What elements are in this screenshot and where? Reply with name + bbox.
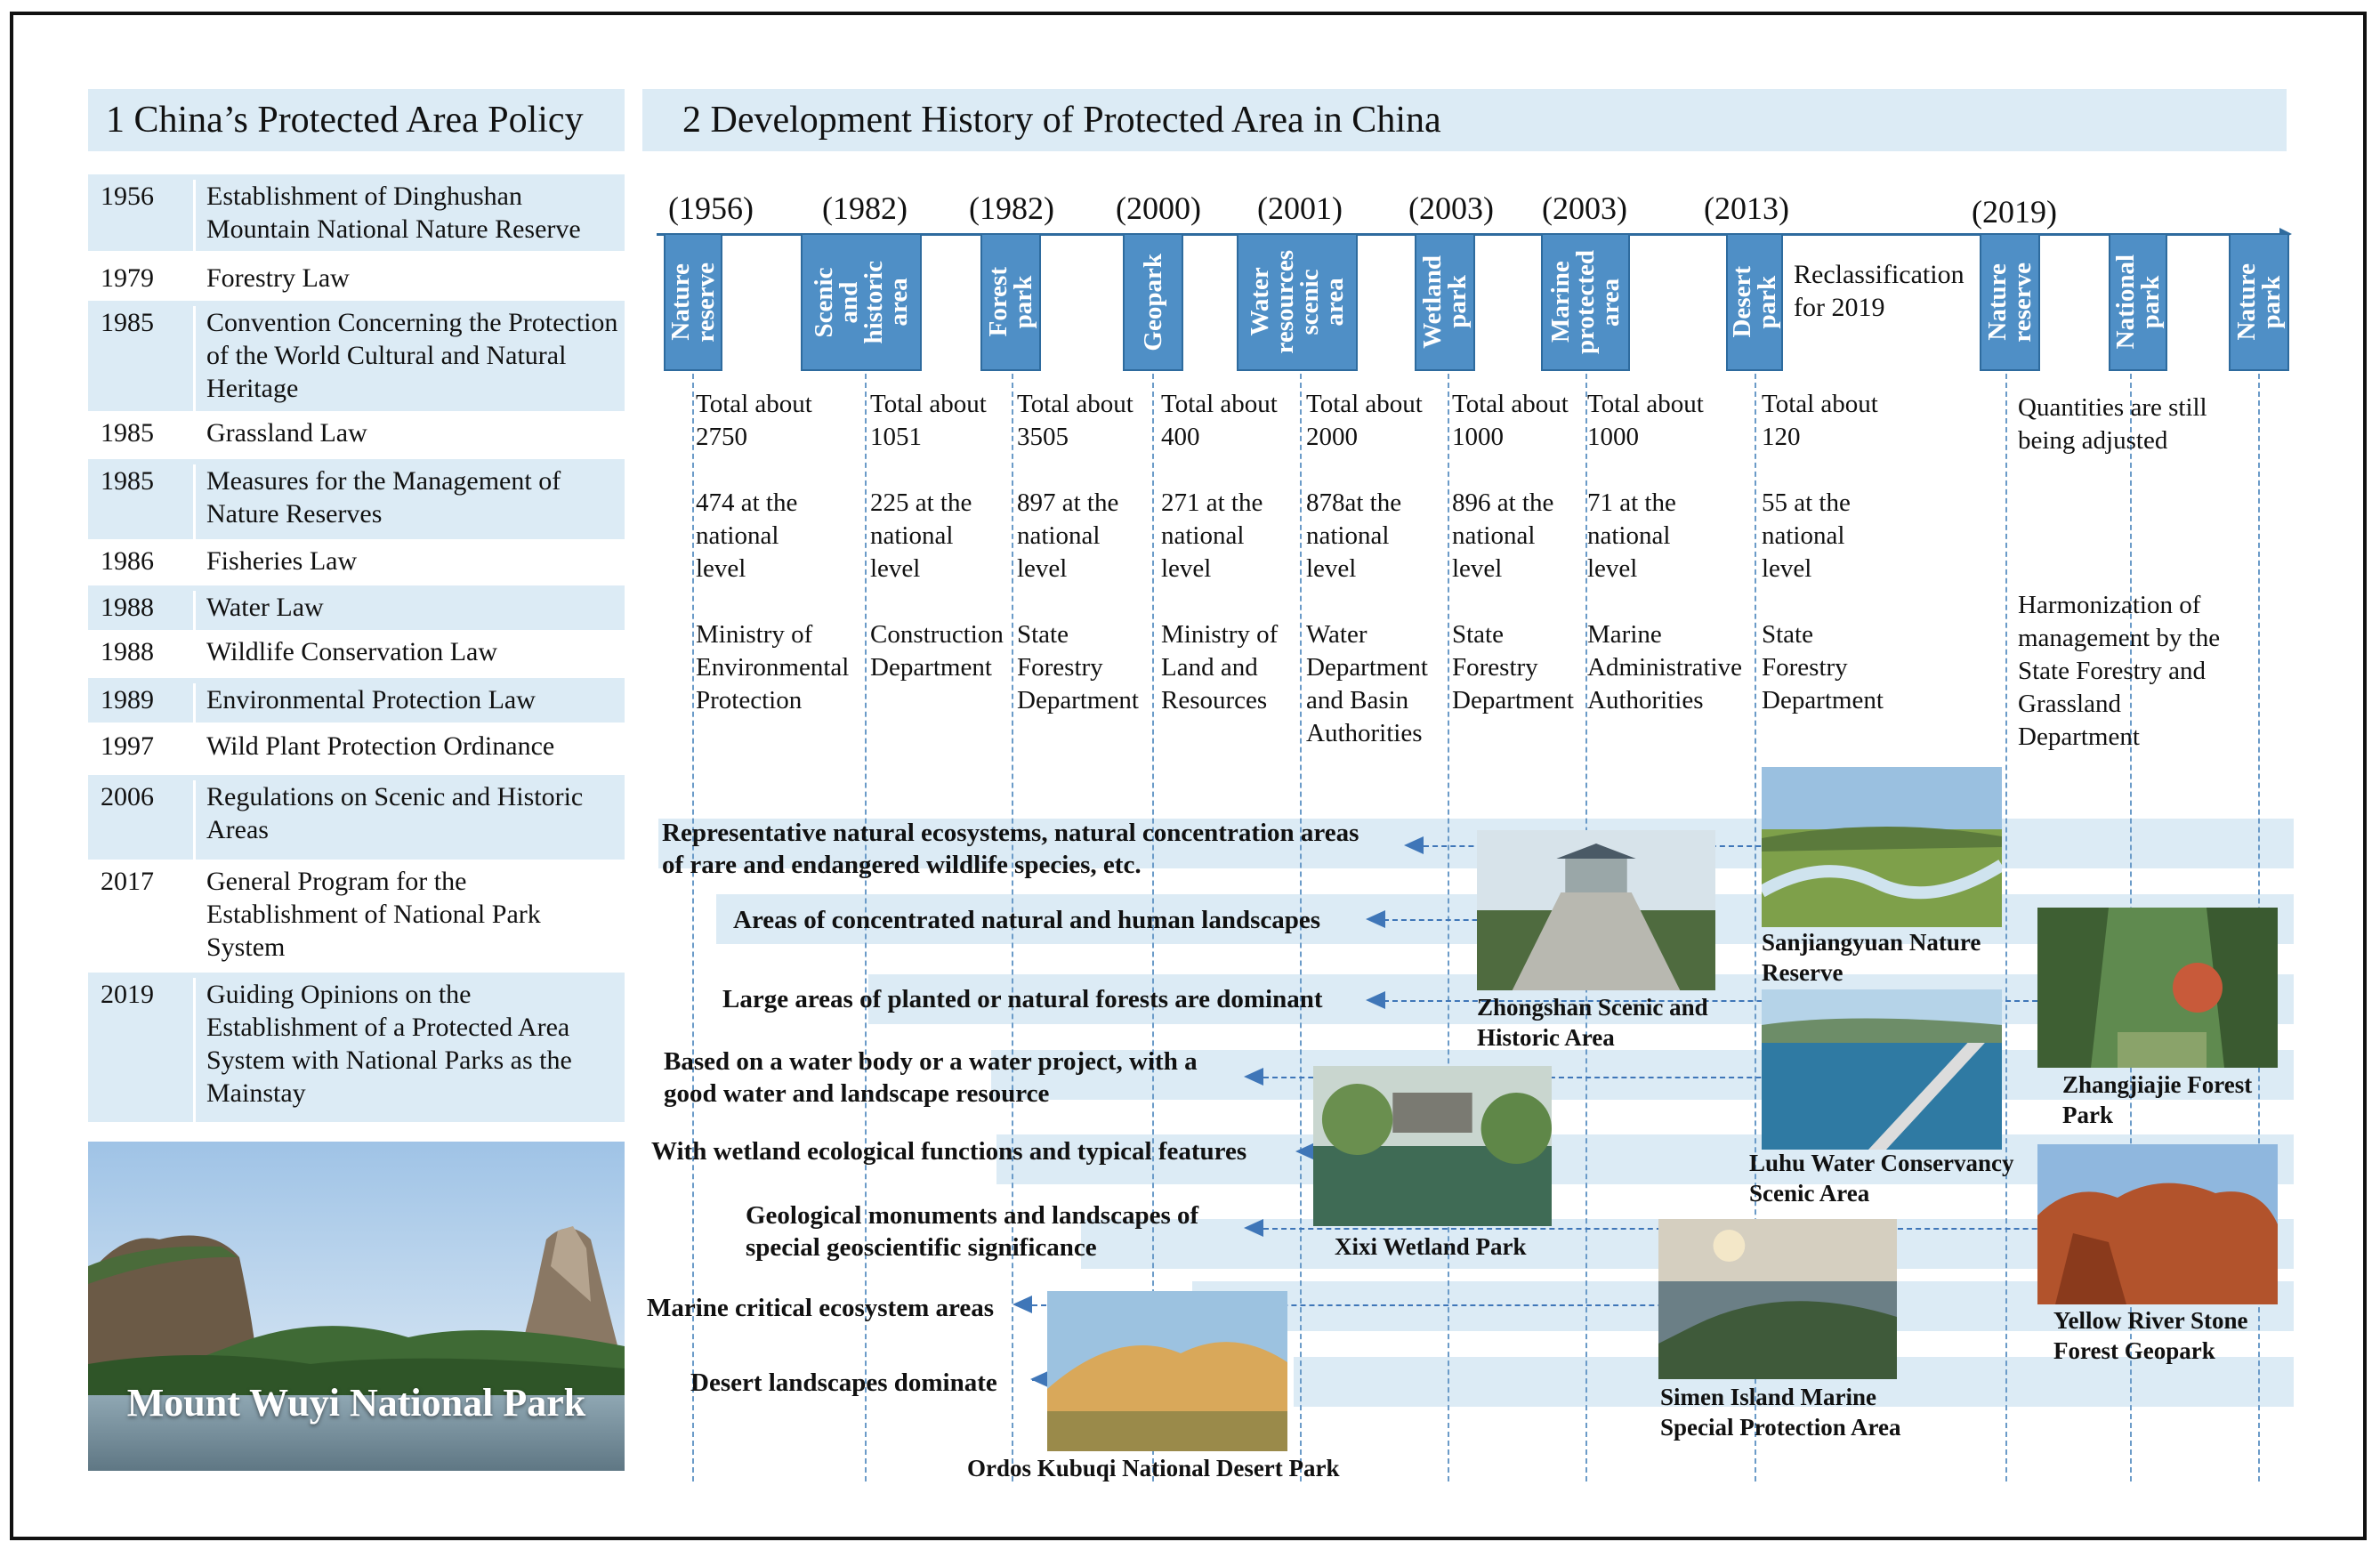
type-authority: Ministry of Land and Resources [1161,620,1279,714]
type-year: (1982) [969,190,1054,226]
type-box-label: Scenic and historic area [810,260,913,344]
type-year: (2003) [1542,190,1627,226]
type-year: (2003) [1408,190,1494,226]
policy-year: 1985 [101,466,154,496]
feature-text: With wetland ecological functions and typical features [651,1137,1247,1166]
type-box [1123,233,1183,371]
policy-row [88,256,625,301]
photo-caption: Zhongshan Scenic and Historic Area [1477,994,1708,1051]
policy-text: General Program for the Establishment of National Park System [193,865,620,973]
feature-text: Large areas of planted or natural forests are dominant [722,985,1323,1013]
type-total: Total about 2000 [1306,390,1423,451]
dashed-guide-line [2005,365,2007,1481]
photo-caption: Zhangjiajie Forest Park [2062,1071,2253,1128]
type-box [980,233,1041,371]
photo-caption: Luhu Water Conservancy Scenic Area [1749,1150,2014,1207]
type-national-count: 878at the national level [1306,488,1402,583]
policy-year: 1988 [101,637,154,666]
type-total: Total about 120 [1762,390,1878,451]
photo-caption: Yellow River Stone Forest Geopark [2053,1307,2248,1364]
xixi-photo [1313,1066,1552,1226]
type-national-count: 71 at the national level [1587,488,1676,583]
mount-wuyi-photo [88,1142,625,1471]
luhu-photo [1762,989,2002,1150]
policy-row [88,973,625,1122]
policy-row [88,459,625,539]
photo-caption: Ordos Kubuqi National Desert Park [967,1455,1340,1481]
type-year: (2001) [1257,190,1343,226]
type-box-label: Nature reserve [666,262,720,343]
type-box-label: Wetland park [1418,255,1472,349]
policy-year: 1986 [101,546,154,576]
photo-caption: Sanjiangyuan Nature Reserve [1762,929,1981,986]
zhangjiajie-photo [2037,908,2278,1068]
new-type-label: National park [2111,254,2165,350]
type-total: Total about 1000 [1587,390,1704,451]
feature-text: Marine critical ecosystem areas [647,1294,994,1322]
arrow-left-icon [1244,1219,1263,1237]
type-authority: State Forestry Department [1017,620,1139,714]
type-stats [1161,388,1278,717]
reclassification-label: Reclassification for 2019 [1794,260,1965,322]
type-stats [1306,388,1428,750]
type-box-label: Geopark [1139,253,1167,351]
type-box [801,233,922,371]
policy-text: Wildlife Conservation Law [193,635,620,674]
type-national-count: 271 at the national level [1161,488,1263,583]
management-note: Harmonization of management by the State Forestry and Grassland Department [2018,591,2221,751]
policy-text: Wild Plant Protection Ordinance [193,730,620,771]
history-title-text: 2 Development History of Protected Area in China [682,100,1441,141]
policy-text: Water Law [193,591,620,630]
yellow-river-photo [2037,1144,2278,1304]
type-national-count: 55 at the national level [1762,488,1851,583]
type-box [1415,233,1475,371]
arrow-left-icon [1013,1296,1032,1313]
type-authority: State Forestry Department [1762,620,1884,714]
type-national-count: 474 at the national level [696,488,798,583]
sanjiangyuan-photo [1762,767,2002,927]
type-total: Total about 400 [1161,390,1278,451]
new-type-box [1980,233,2040,371]
mount-wuyi-title: Mount Wuyi National Park [126,1381,586,1425]
policy-row [88,174,625,251]
policy-text: Regulations on Scenic and Historic Areas [193,780,620,860]
feature-text: Areas of concentrated natural and human landscapes [733,906,1321,934]
type-total: Total about 1051 [870,390,987,451]
new-type-box [2229,233,2289,371]
policy-text: Establishment of Dinghushan Mountain National Nature Reserve [193,180,620,251]
policy-text: Environmental Protection Law [193,683,620,723]
simen-island-photo [1658,1219,1897,1379]
policy-year: 1979 [101,263,154,293]
type-authority: State Forestry Department [1452,620,1574,714]
arrow-left-icon [1366,991,1385,1009]
policy-row [88,301,625,411]
policy-year: 1985 [101,308,154,337]
policy-panel-title [88,89,625,151]
policy-row [88,411,625,456]
type-total: Total about 1000 [1452,390,1569,451]
type-authority: Construction Department [870,620,1004,682]
policy-year: 2017 [101,867,154,896]
photo-caption: Xixi Wetland Park [1335,1233,1527,1260]
arrow-left-icon [1404,836,1424,854]
type-national-count: 225 at the national level [870,488,972,583]
arrow-left-icon [1295,1142,1315,1160]
feature-text: Desert landscapes dominate [690,1368,997,1397]
type-stats [1452,388,1574,717]
new-type-label: Nature park [2232,263,2286,341]
policy-year: 2019 [101,980,154,1009]
dashed-guide-line [1448,365,1449,1481]
feature-text: Based on a water body or a water project, with a good water and landscape resource [664,1047,1198,1108]
zhongshan-photo [1477,830,1715,990]
quantities-note: Quantities are still being adjusted [2018,393,2207,455]
new-system-year: (2019) [1972,194,2057,230]
arrow-left-icon [1366,910,1385,928]
policy-row [88,678,625,723]
type-national-count: 896 at the national level [1452,488,1554,583]
policy-year: 1956 [101,182,154,211]
policy-row [88,539,625,584]
feature-text: Geological monuments and landscapes of special geoscientific significance [746,1201,1199,1262]
policy-year: 2006 [101,782,154,811]
policy-row [88,724,625,771]
type-box [1726,233,1783,371]
type-stats [1762,388,1884,717]
type-box-label: Water resources scenic area [1246,250,1349,354]
type-authority: Marine Administrative Authorities [1587,620,1742,714]
type-box-label: Forest park [984,267,1037,337]
policy-year: 1988 [101,593,154,622]
policy-row [88,585,625,630]
policy-row [88,630,625,674]
policy-title-text: 1 China’s Protected Area Policy [106,100,584,141]
policy-text: Convention Concerning the Protection of the World Cultural and Natural Heritage [193,306,620,411]
type-year: (2013) [1704,190,1789,226]
type-stats [1587,388,1742,717]
feature-text: Representative natural ecosystems, natural concentration areas of rare and endangered wildlife species, etc. [662,819,1359,879]
policy-text: Fisheries Law [193,545,620,584]
policy-text: Forestry Law [193,262,620,301]
type-box [664,233,722,371]
policy-row [88,860,625,973]
type-authority: Water Department and Basin Authorities [1306,620,1428,747]
type-stats [696,388,849,717]
type-box-label: Desert park [1728,266,1781,338]
type-year: (2000) [1116,190,1201,226]
new-type-label: Nature reserve [1983,262,2037,343]
arrow-left-icon [1244,1068,1263,1086]
type-stats [870,388,1004,684]
policy-year: 1997 [101,731,154,761]
policy-text: Grassland Law [193,416,620,456]
policy-text: Measures for the Management of Nature Reserves [193,464,620,539]
history-panel-title [642,89,2287,151]
type-year: (1956) [668,190,754,226]
type-year: (1982) [822,190,908,226]
photo-caption: Simen Island Marine Special Protection Area [1660,1384,1901,1441]
type-authority: Ministry of Environmental Protection [696,620,850,714]
new-type-box [2109,233,2167,371]
policy-year: 1989 [101,685,154,714]
ordos-kubuqi-photo [1047,1291,1287,1451]
policy-text: Guiding Opinions on the Establishment of a Protected Area System with National Parks as the Mainstay [193,978,620,1122]
type-national-count: 897 at the national level [1017,488,1119,583]
policy-year: 1985 [101,418,154,448]
type-total: Total about 2750 [696,390,812,451]
type-box-label: Marine protected area [1546,249,1625,355]
policy-row [88,775,625,860]
type-stats [1017,388,1139,717]
type-box [1541,233,1630,371]
type-box [1237,233,1358,371]
type-total: Total about 3505 [1017,390,1134,451]
